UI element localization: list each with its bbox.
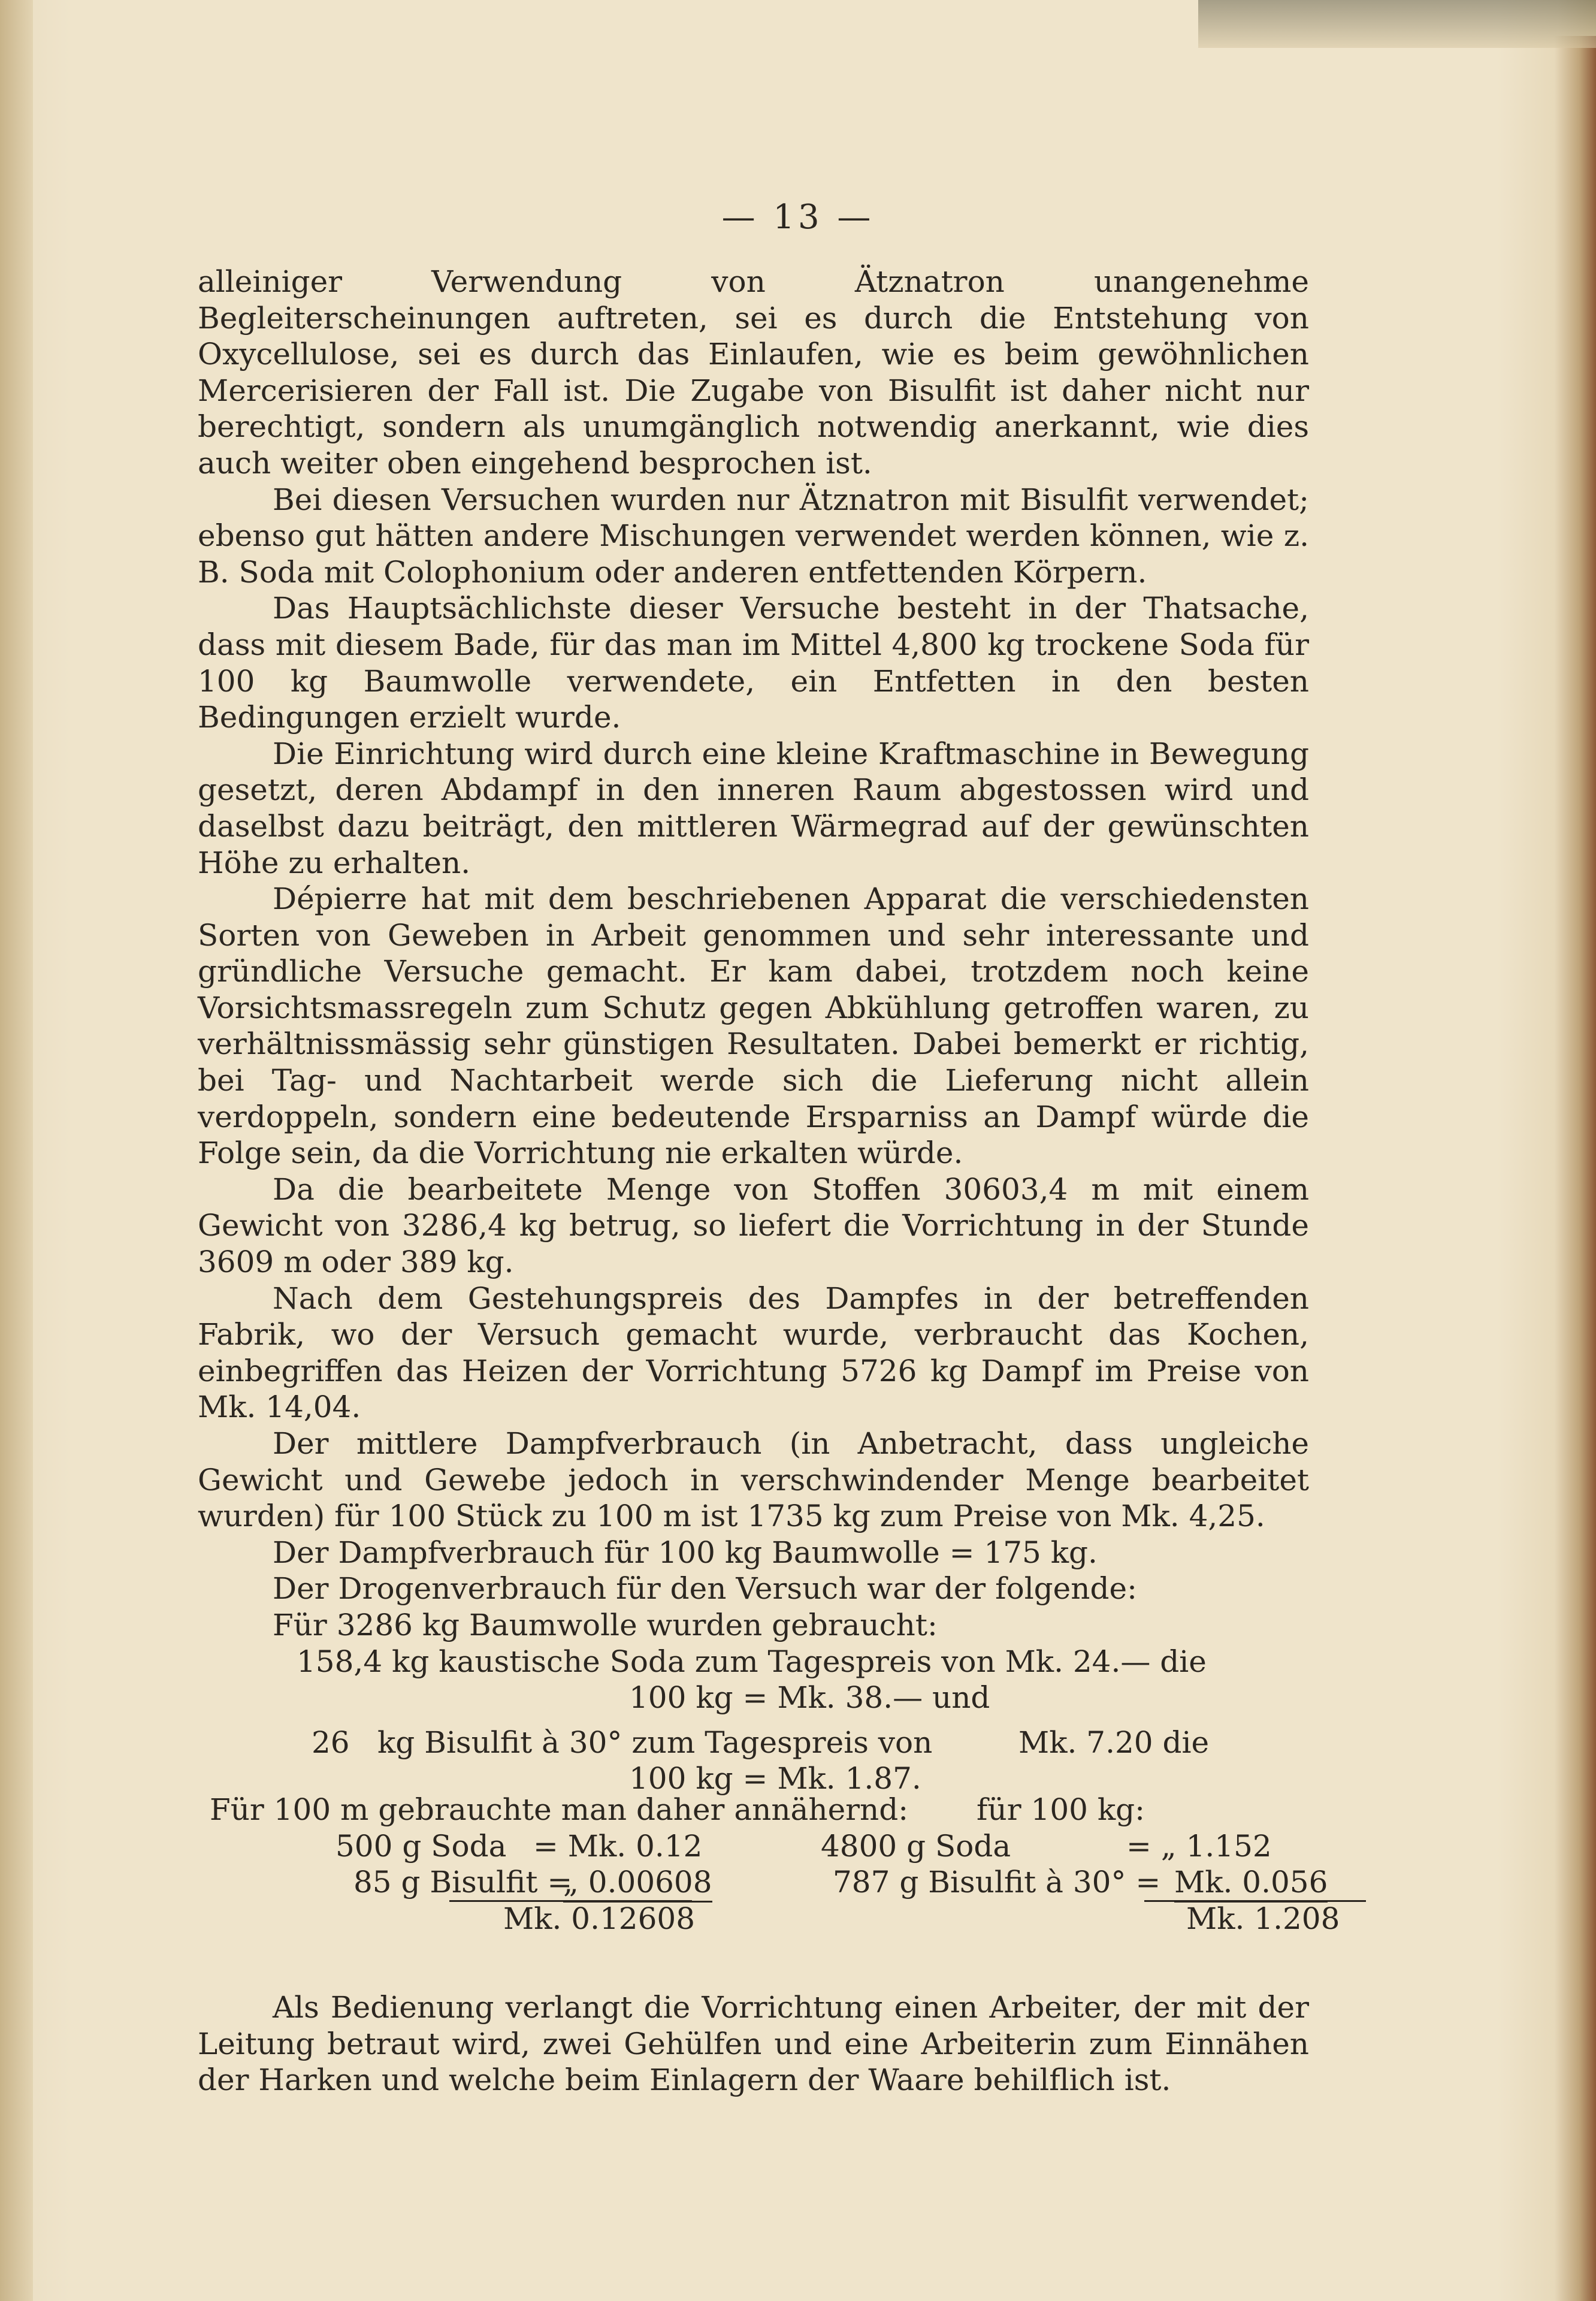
calc-row-total bbox=[198, 1901, 1340, 1937]
paragraph: Dépierre hat mit dem beschriebenen Apparat die verschiedensten Sorten von Geweben in Arbeit genommen und sehr interessante und gründliche Versuche gemacht. Er kam dabei, trotzdem noch keine Vorsichtsmassregeln zum Schutz gegen Abkühlung getroffen waren, zu verhältnissmässig sehr günstigen Resultaten. Dabei bemerkt er richtig, bei Tag- und Nachtarbeit werde sich die Lieferung nicht allein verdoppeln, sondern eine bedeutende Ersparniss an Dampf würde die Folge sein, da die Vorrichtung nie erkalten würde. bbox=[198, 881, 1309, 1171]
paragraph: Als Bedienung verlangt die Vorrichtung einen Arbeiter, der mit der Leitung betraut wird, zwei Gehülfen und eine Arbeiterin zum Einnähen der Harken und welche beim Einlagern der Waare behilflich ist. bbox=[198, 1990, 1309, 2098]
paragraph: Der Dampfverbrauch für 100 kg Baumwolle = 175 kg. bbox=[273, 1535, 1098, 1570]
paragraph: Da die bearbeitete Menge von Stoffen 30603,4 m mit einem Gewicht von 3286,4 kg betrug, so liefert die Vorrichtung in der Stunde 3609 m oder 389 kg. bbox=[198, 1171, 1309, 1280]
calc-row-bisulfit bbox=[198, 1864, 1328, 1901]
calc-total-right: Mk. 1.208 bbox=[1186, 1901, 1340, 1936]
drug-row-soda bbox=[198, 1644, 1309, 1680]
drug-soda-line1: 158,4 kg kaustische Soda zum Tagespreis von Mk. 24.— die bbox=[297, 1644, 1207, 1679]
calc-soda-right-qty: 4800 g Soda bbox=[821, 1828, 1011, 1864]
calc-soda-right-cost: = „ 1.152 bbox=[1126, 1828, 1272, 1864]
drug-bisulfit-price: Mk. 7.20 die bbox=[1018, 1725, 1210, 1760]
calc-bisulfit-left-qty: 85 g Bisulfit = bbox=[353, 1865, 573, 1900]
paragraph: Der mittlere Dampfverbrauch (in Anbetracht, dass ungleiche Gewicht und Gewebe jedoch in verschwindender Menge bearbeitet wurden) für 100 Stück zu 100 m ist 1735 kg zum Preise von Mk. 4,25. bbox=[198, 1426, 1309, 1534]
cost-calculation bbox=[198, 1792, 1340, 1937]
page-top-edge bbox=[1198, 0, 1596, 48]
page-edge bbox=[1554, 36, 1596, 2301]
calc-header bbox=[198, 1792, 1309, 1828]
calc-soda-left-qty: 500 g Soda bbox=[335, 1828, 507, 1864]
drug-bisulfit-desc: kg Bisulfit à 30° zum Tagespreis von bbox=[377, 1725, 933, 1760]
paragraph: alleiniger Verwendung von Ätznatron unangenehme Begleiterscheinungen auftreten, sei es durch die Entstehung von Oxycellulose, sei es durch das Einlaufen, wie es beim gewöhnlichen Mercerisieren der Fall ist. Die Zugabe von Bisulfit ist daher nicht nur berechtigt, sondern als unumgänglich notwendig anerkannt, wie dies auch weiter oben eingehend besprochen ist. bbox=[198, 264, 1309, 481]
page-number: — 13 — bbox=[721, 198, 875, 237]
paragraph: Der Drogenverbrauch für den Versuch war der folgende: bbox=[273, 1571, 1137, 1607]
calc-soda-left-cost: = Mk. 0.12 bbox=[533, 1828, 703, 1864]
final-paragraph-block bbox=[198, 1989, 1309, 2098]
book-spine-shadow bbox=[0, 0, 33, 2301]
body-text bbox=[198, 264, 1309, 1797]
calc-header-left: Für 100 m gebrauchte man daher annähernd: bbox=[210, 1792, 909, 1827]
calc-bisulfit-left-cost: „ 0.00608 bbox=[563, 1864, 712, 1903]
paragraph: Für 3286 kg Baumwolle wurden gebraucht: bbox=[273, 1607, 938, 1642]
calc-header-right: für 100 kg: bbox=[977, 1792, 1145, 1827]
drug-row-soda-cont bbox=[198, 1680, 1309, 1716]
paragraph: Das Hauptsächlichste dieser Versuche besteht in der Thatsache, dass mit diesem Bade, für das man im Mittel 4,800 kg trockene Soda für 100 kg Baumwolle verwendete, ein Entfetten in den besten Bedingungen erzielt wurde. bbox=[198, 591, 1309, 735]
drug-row-bisulfit bbox=[198, 1725, 1309, 1761]
paragraph: Nach dem Gestehungspreis des Dampfes in der betreffenden Fabrik, wo der Versuch gemacht wurde, verbraucht das Kochen, einbegriffen das Heizen der Vorrichtung 5726 kg Dampf im Preise von Mk. 14,04. bbox=[198, 1281, 1309, 1425]
drug-bisulfit-qty: 26 bbox=[312, 1725, 350, 1760]
drug-bisulfit-line2: 100 kg = Mk. 1.87. bbox=[629, 1761, 921, 1796]
paragraph: Bei diesen Versuchen wurden nur Ätznatron mit Bisulfit verwendet; ebenso gut hätten andere Mischungen verwendet werden können, wie z. B. Soda mit Colophonium oder anderen entfettenden Körpern. bbox=[198, 482, 1309, 590]
calc-total-left: Mk. 0.12608 bbox=[503, 1901, 696, 1936]
calc-row-soda bbox=[198, 1828, 1309, 1865]
paragraph: Die Einrichtung wird durch eine kleine Kraftmaschine in Bewegung gesetzt, deren Abdampf in den inneren Raum abgestossen wird und daselbst dazu beiträgt, den mittleren Wärmegrad auf der gewünschten Höhe zu erhalten. bbox=[198, 736, 1309, 880]
calc-bisulfit-right-qty: 787 g Bisulfit à 30° = bbox=[833, 1865, 1161, 1900]
calc-bisulfit-right-cost: Mk. 0.056 bbox=[1174, 1864, 1328, 1903]
drug-soda-line2: 100 kg = Mk. 38.— und bbox=[629, 1680, 990, 1716]
